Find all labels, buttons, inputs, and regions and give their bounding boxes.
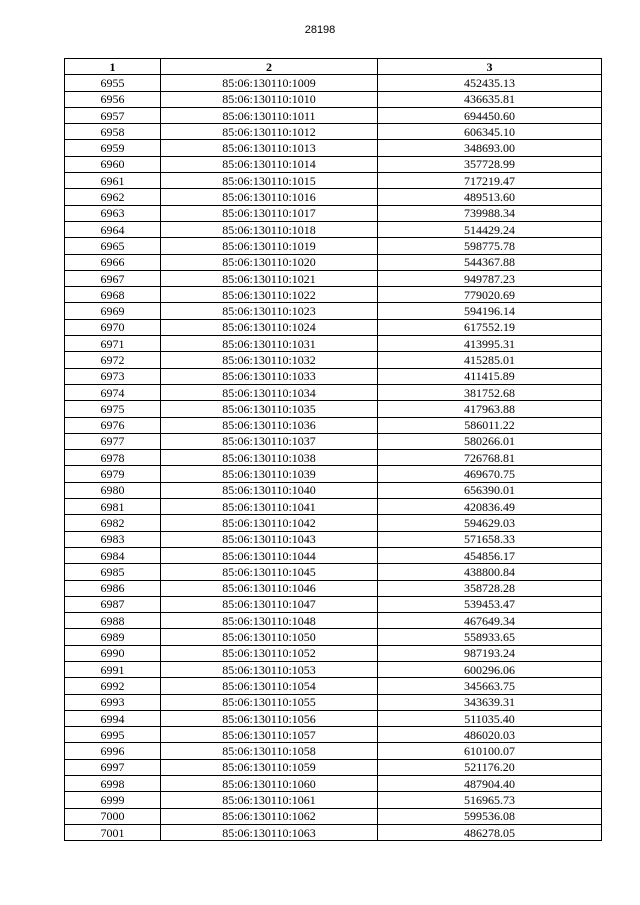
header-row <box>65 59 602 75</box>
cadastral-number-cell: 85:06:130110:1012 <box>161 124 378 140</box>
row-number-cell: 6972 <box>65 352 161 368</box>
value-cell: 345663.75 <box>378 678 602 694</box>
value-cell: 606345.10 <box>378 124 602 140</box>
cadastral-number-cell: 85:06:130110:1053 <box>161 661 378 677</box>
row-number-cell: 6963 <box>65 205 161 221</box>
row-number-cell: 6988 <box>65 613 161 629</box>
value-cell: 486020.03 <box>378 727 602 743</box>
cadastral-number-cell: 85:06:130110:1011 <box>161 107 378 123</box>
row-number-cell: 6965 <box>65 238 161 254</box>
value-cell: 420836.49 <box>378 499 602 515</box>
table-row <box>65 303 602 319</box>
value-cell: 544367.88 <box>378 254 602 270</box>
value-cell: 343639.31 <box>378 694 602 710</box>
row-number-cell: 6959 <box>65 140 161 156</box>
value-cell: 580266.01 <box>378 433 602 449</box>
table-row <box>65 580 602 596</box>
row-number-cell: 6968 <box>65 287 161 303</box>
cadastral-number-cell: 85:06:130110:1059 <box>161 759 378 775</box>
value-cell: 486278.05 <box>378 824 602 840</box>
row-number-cell: 6999 <box>65 792 161 808</box>
table-row <box>65 238 602 254</box>
table-header <box>65 59 602 75</box>
row-number-cell: 6969 <box>65 303 161 319</box>
value-cell: 415285.01 <box>378 352 602 368</box>
column-header-3: 3 <box>378 59 602 75</box>
table-row <box>65 727 602 743</box>
table-row <box>65 384 602 400</box>
cadastral-number-cell: 85:06:130110:1040 <box>161 482 378 498</box>
row-number-cell: 6992 <box>65 678 161 694</box>
row-number-cell: 7000 <box>65 808 161 824</box>
value-cell: 467649.34 <box>378 613 602 629</box>
value-cell: 779020.69 <box>378 287 602 303</box>
cadastral-number-cell: 85:06:130110:1039 <box>161 466 378 482</box>
value-cell: 600296.06 <box>378 661 602 677</box>
row-number-cell: 6996 <box>65 743 161 759</box>
table-row <box>65 678 602 694</box>
row-number-cell: 6981 <box>65 499 161 515</box>
table-row <box>65 613 602 629</box>
table-row <box>65 140 602 156</box>
value-cell: 357728.99 <box>378 156 602 172</box>
value-cell: 487904.40 <box>378 776 602 792</box>
table-row <box>65 710 602 726</box>
row-number-cell: 6975 <box>65 401 161 417</box>
value-cell: 594629.03 <box>378 515 602 531</box>
value-cell: 539453.47 <box>378 596 602 612</box>
value-cell: 521176.20 <box>378 759 602 775</box>
value-cell: 358728.28 <box>378 580 602 596</box>
row-number-cell: 6985 <box>65 564 161 580</box>
cadastral-number-cell: 85:06:130110:1033 <box>161 368 378 384</box>
table-row <box>65 694 602 710</box>
value-cell: 694450.60 <box>378 107 602 123</box>
table-row <box>65 645 602 661</box>
row-number-cell: 6991 <box>65 661 161 677</box>
row-number-cell: 6990 <box>65 645 161 661</box>
cadastral-number-cell: 85:06:130110:1035 <box>161 401 378 417</box>
row-number-cell: 6976 <box>65 417 161 433</box>
cadastral-number-cell: 85:06:130110:1013 <box>161 140 378 156</box>
cadastral-number-cell: 85:06:130110:1023 <box>161 303 378 319</box>
table-row <box>65 75 602 91</box>
row-number-cell: 6998 <box>65 776 161 792</box>
value-cell: 514429.24 <box>378 221 602 237</box>
table-row <box>65 401 602 417</box>
value-cell: 594196.14 <box>378 303 602 319</box>
cadastral-number-cell: 85:06:130110:1062 <box>161 808 378 824</box>
table-row <box>65 107 602 123</box>
value-cell: 610100.07 <box>378 743 602 759</box>
cadastral-number-cell: 85:06:130110:1018 <box>161 221 378 237</box>
row-number-cell: 6961 <box>65 173 161 189</box>
cadastral-number-cell: 85:06:130110:1014 <box>161 156 378 172</box>
table-row <box>65 499 602 515</box>
table-row <box>65 531 602 547</box>
value-cell: 516965.73 <box>378 792 602 808</box>
table-row <box>65 221 602 237</box>
cadastral-number-cell: 85:06:130110:1019 <box>161 238 378 254</box>
value-cell: 452435.13 <box>378 75 602 91</box>
row-number-cell: 6974 <box>65 384 161 400</box>
row-number-cell: 6995 <box>65 727 161 743</box>
table-row <box>65 515 602 531</box>
table-row <box>65 287 602 303</box>
row-number-cell: 6986 <box>65 580 161 596</box>
cadastral-number-cell: 85:06:130110:1034 <box>161 384 378 400</box>
row-number-cell: 6983 <box>65 531 161 547</box>
row-number-cell: 6956 <box>65 91 161 107</box>
table-row <box>65 743 602 759</box>
column-header-1: 1 <box>65 59 161 75</box>
cadastral-number-cell: 85:06:130110:1052 <box>161 645 378 661</box>
value-cell: 413995.31 <box>378 336 602 352</box>
table-row <box>65 661 602 677</box>
value-cell: 617552.19 <box>378 319 602 335</box>
value-cell: 436635.81 <box>378 91 602 107</box>
table-row <box>65 547 602 563</box>
table-row <box>65 466 602 482</box>
cadastral-number-cell: 85:06:130110:1043 <box>161 531 378 547</box>
row-number-cell: 6962 <box>65 189 161 205</box>
table-row <box>65 124 602 140</box>
table-row <box>65 319 602 335</box>
row-number-cell: 6970 <box>65 319 161 335</box>
value-cell: 726768.81 <box>378 450 602 466</box>
table-row <box>65 759 602 775</box>
table-row <box>65 792 602 808</box>
value-cell: 558933.65 <box>378 629 602 645</box>
row-number-cell: 6997 <box>65 759 161 775</box>
table-row <box>65 417 602 433</box>
row-number-cell: 6984 <box>65 547 161 563</box>
row-number-cell: 6994 <box>65 710 161 726</box>
row-number-cell: 6987 <box>65 596 161 612</box>
row-number-cell: 6960 <box>65 156 161 172</box>
table-row <box>65 596 602 612</box>
value-cell: 586011.22 <box>378 417 602 433</box>
row-number-cell: 6966 <box>65 254 161 270</box>
value-cell: 417963.88 <box>378 401 602 417</box>
table-row <box>65 368 602 384</box>
cadastral-number-cell: 85:06:130110:1009 <box>161 75 378 91</box>
value-cell: 656390.01 <box>378 482 602 498</box>
table-row <box>65 189 602 205</box>
row-number-cell: 6989 <box>65 629 161 645</box>
table-row <box>65 91 602 107</box>
row-number-cell: 6973 <box>65 368 161 384</box>
cadastral-number-cell: 85:06:130110:1017 <box>161 205 378 221</box>
value-cell: 598775.78 <box>378 238 602 254</box>
value-cell: 511035.40 <box>378 710 602 726</box>
cadastral-number-cell: 85:06:130110:1055 <box>161 694 378 710</box>
table-row <box>65 564 602 580</box>
row-number-cell: 7001 <box>65 824 161 840</box>
cadastral-number-cell: 85:06:130110:1042 <box>161 515 378 531</box>
cadastral-number-cell: 85:06:130110:1032 <box>161 352 378 368</box>
row-number-cell: 6967 <box>65 270 161 286</box>
cadastral-number-cell: 85:06:130110:1021 <box>161 270 378 286</box>
column-header-2: 2 <box>161 59 378 75</box>
cadastral-number-cell: 85:06:130110:1022 <box>161 287 378 303</box>
value-cell: 739988.34 <box>378 205 602 221</box>
row-number-cell: 6958 <box>65 124 161 140</box>
row-number-cell: 6982 <box>65 515 161 531</box>
table-row <box>65 254 602 270</box>
cadastral-number-cell: 85:06:130110:1010 <box>161 91 378 107</box>
value-cell: 411415.89 <box>378 368 602 384</box>
cadastral-number-cell: 85:06:130110:1020 <box>161 254 378 270</box>
cadastral-number-cell: 85:06:130110:1038 <box>161 450 378 466</box>
cadastral-number-cell: 85:06:130110:1046 <box>161 580 378 596</box>
value-cell: 987193.24 <box>378 645 602 661</box>
row-number-cell: 6980 <box>65 482 161 498</box>
page-number: 28198 <box>304 24 336 36</box>
value-cell: 438800.84 <box>378 564 602 580</box>
row-number-cell: 6978 <box>65 450 161 466</box>
table-row <box>65 173 602 189</box>
table-row <box>65 352 602 368</box>
table-row <box>65 156 602 172</box>
cadastral-number-cell: 85:06:130110:1058 <box>161 743 378 759</box>
row-number-cell: 6979 <box>65 466 161 482</box>
table-row <box>65 776 602 792</box>
row-number-cell: 6964 <box>65 221 161 237</box>
value-cell: 571658.33 <box>378 531 602 547</box>
value-cell: 599536.08 <box>378 808 602 824</box>
table-row <box>65 450 602 466</box>
value-cell: 348693.00 <box>378 140 602 156</box>
cadastral-number-cell: 85:06:130110:1036 <box>161 417 378 433</box>
value-cell: 949787.23 <box>378 270 602 286</box>
row-number-cell: 6971 <box>65 336 161 352</box>
value-cell: 489513.60 <box>378 189 602 205</box>
data-table <box>64 58 602 841</box>
cadastral-number-cell: 85:06:130110:1044 <box>161 547 378 563</box>
table-row <box>65 629 602 645</box>
table-row <box>65 336 602 352</box>
row-number-cell: 6957 <box>65 107 161 123</box>
row-number-cell: 6955 <box>65 75 161 91</box>
value-cell: 469670.75 <box>378 466 602 482</box>
value-cell: 381752.68 <box>378 384 602 400</box>
cadastral-number-cell: 85:06:130110:1047 <box>161 596 378 612</box>
table-row <box>65 824 602 840</box>
cadastral-number-cell: 85:06:130110:1057 <box>161 727 378 743</box>
value-cell: 717219.47 <box>378 173 602 189</box>
cadastral-number-cell: 85:06:130110:1048 <box>161 613 378 629</box>
row-number-cell: 6977 <box>65 433 161 449</box>
cadastral-number-cell: 85:06:130110:1015 <box>161 173 378 189</box>
cadastral-number-cell: 85:06:130110:1031 <box>161 336 378 352</box>
value-cell: 454856.17 <box>378 547 602 563</box>
row-number-cell: 6993 <box>65 694 161 710</box>
cadastral-number-cell: 85:06:130110:1060 <box>161 776 378 792</box>
table-row <box>65 270 602 286</box>
cadastral-number-cell: 85:06:130110:1061 <box>161 792 378 808</box>
cadastral-number-cell: 85:06:130110:1037 <box>161 433 378 449</box>
cadastral-number-cell: 85:06:130110:1016 <box>161 189 378 205</box>
cadastral-number-cell: 85:06:130110:1054 <box>161 678 378 694</box>
table-row <box>65 205 602 221</box>
cadastral-number-cell: 85:06:130110:1041 <box>161 499 378 515</box>
table-row <box>65 433 602 449</box>
table-row <box>65 808 602 824</box>
cadastral-number-cell: 85:06:130110:1045 <box>161 564 378 580</box>
cadastral-number-cell: 85:06:130110:1050 <box>161 629 378 645</box>
table-row <box>65 482 602 498</box>
cadastral-number-cell: 85:06:130110:1056 <box>161 710 378 726</box>
table-body <box>65 75 602 841</box>
cadastral-number-cell: 85:06:130110:1063 <box>161 824 378 840</box>
cadastral-number-cell: 85:06:130110:1024 <box>161 319 378 335</box>
